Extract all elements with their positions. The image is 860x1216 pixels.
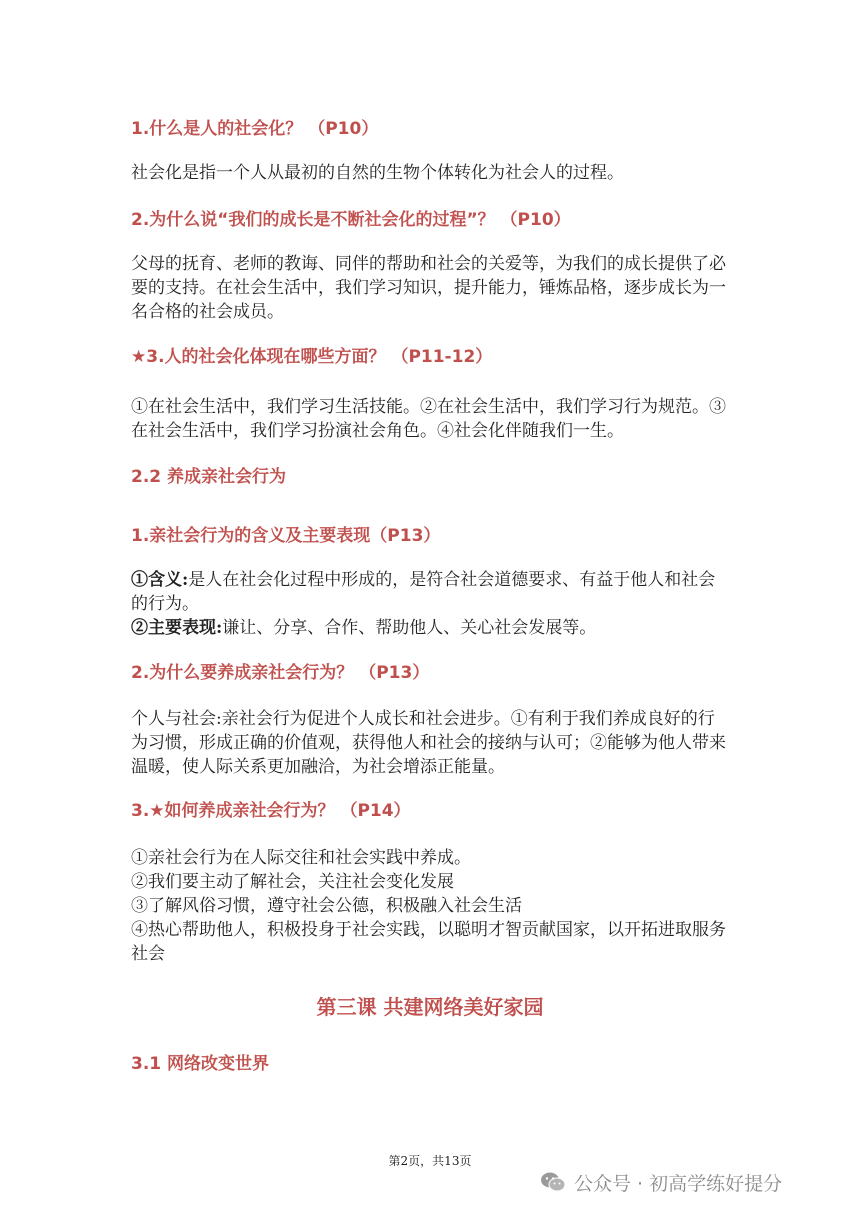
text-line: 的行为。: [131, 594, 199, 614]
text-line: ②我们要主动了解社会，关注社会变化发展: [131, 872, 454, 892]
text-line: 温暖，使人际关系更加融洽，为社会增添正能量。: [131, 757, 505, 777]
heading-growth-is-socialization: 2.为什么说“我们的成长是不断社会化的过程”？ （P10）: [131, 210, 571, 230]
text-line: 在社会生活中，我们学习扮演社会角色。④社会化伴随我们一生。: [131, 421, 624, 441]
chapter-title: 第三课 共建网络美好家园: [316, 995, 544, 1019]
text-line: ①在社会生活中，我们学习生活技能。②在社会生活中，我们学习行为规范。③: [131, 397, 726, 417]
text-line: 社会: [131, 944, 165, 964]
heading-socialization-aspects: ★3.人的社会化体现在哪些方面？ （P11-12）: [131, 347, 493, 367]
text-meaning: 是人在社会化过程中形成的，是符合社会道德要求、有益于他人和社会: [188, 570, 716, 590]
subsection-heading-network: 3.1 网络改变世界: [131, 1054, 270, 1074]
paragraph-socialization-aspects: [131, 395, 743, 443]
heading-how-prosocial: 3.★如何养成亲社会行为？ （P14）: [131, 801, 411, 821]
text-line: 社会化是指一个人从最初的自然的生物个体转化为社会人的过程。: [131, 163, 624, 183]
text-line: 个人与社会:亲社会行为促进个人成长和社会进步。①有利于我们养成良好的行: [131, 709, 715, 729]
page-indicator: 第2页，共13页: [388, 1154, 472, 1168]
watermark-text: 公众号 · 初高学练好提分: [574, 1172, 783, 1195]
text-line: 父母的抚育、老师的教诲、同伴的帮助和社会的关爱等，为我们的成长提供了必: [131, 254, 726, 274]
heading-why-prosocial: 2.为什么要养成亲社会行为？ （P13）: [131, 663, 430, 683]
text-line: 要的支持。在社会生活中，我们学习知识，提升能力，锤炼品格，逐步成长为一: [131, 278, 726, 298]
paragraph-prosocial-meaning: [131, 568, 743, 640]
heading-what-is-socialization: 1.什么是人的社会化？ （P10）: [131, 119, 379, 139]
text-line: ③了解风俗习惯，遵守社会公德，积极融入社会生活: [131, 896, 522, 916]
paragraph-why-prosocial: [131, 707, 743, 779]
text-line: [131, 568, 743, 592]
text-line: 为习惯，形成正确的价值观，获得他人和社会的接纳与认可；②能够为他人带来: [131, 733, 726, 753]
text-line: 名合格的社会成员。: [131, 302, 284, 322]
text-line: ①亲社会行为在人际交往和社会实践中养成。: [131, 848, 471, 868]
label-main-expressions: ②主要表现:: [131, 618, 223, 638]
paragraph-socialization-definition: [131, 161, 743, 185]
text-line: ④热心帮助他人，积极投身于社会实践，以聪明才智贡献国家，以开拓进取服务: [131, 920, 726, 940]
subsection-heading-prosocial: 2.2 养成亲社会行为: [131, 467, 287, 487]
paragraph-growth-support: [131, 252, 743, 324]
wechat-icon: [540, 1171, 566, 1193]
wechat-watermark: [540, 1168, 782, 1196]
text-line: [131, 616, 743, 640]
heading-prosocial-meaning: 1.亲社会行为的含义及主要表现（P13）: [131, 526, 441, 546]
text-main-expressions: 谦让、分享、合作、帮助他人、关心社会发展等。: [222, 618, 597, 638]
paragraph-how-prosocial: [131, 846, 743, 966]
label-meaning: ①含义:: [131, 570, 189, 590]
